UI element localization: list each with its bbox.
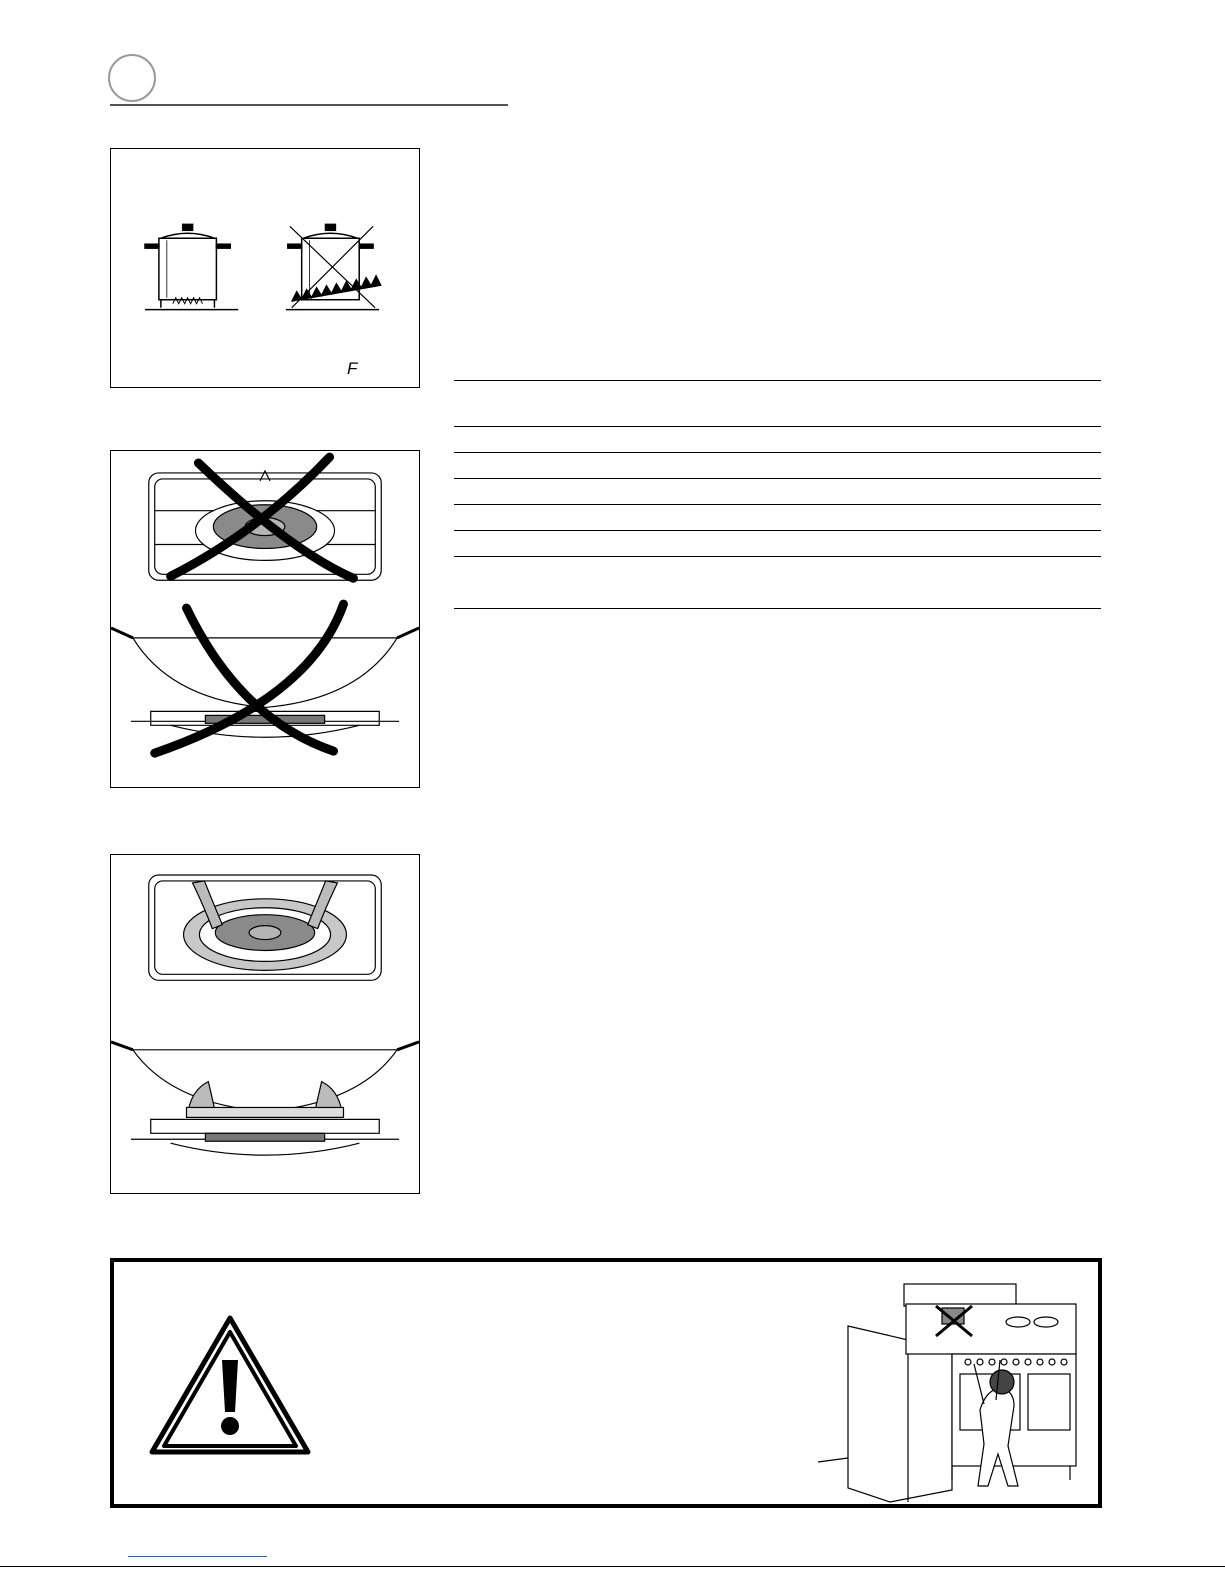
figure-wok-with-ring [110, 854, 420, 1194]
figure-wok-without-ring [110, 450, 420, 788]
footer-rule [0, 1566, 1225, 1567]
footer-link-underline [128, 1556, 267, 1557]
correct-pot-icon [145, 224, 238, 309]
table-rule [454, 452, 1101, 453]
child-reaching-cooker-icon [818, 1270, 1088, 1504]
table-rule-top [454, 380, 1101, 381]
wok-incorrect-illustration [111, 451, 419, 787]
header-divider [110, 104, 508, 106]
table-rule [454, 504, 1101, 505]
table-rule [454, 556, 1101, 557]
figure-label: F [347, 359, 358, 378]
wok-side-view-icon [111, 628, 419, 737]
table-rule [454, 426, 1101, 427]
table-rule [454, 478, 1101, 479]
table-rule-bottom [454, 608, 1101, 609]
burner-with-ring-top-view-icon [149, 875, 381, 980]
pan-size-illustration [111, 149, 419, 387]
warning-panel [110, 1258, 1102, 1508]
incorrect-pot-icon [286, 224, 381, 309]
figure-pan-size [110, 148, 420, 388]
warning-triangle-icon [148, 1314, 312, 1458]
wok-correct-illustration [111, 855, 419, 1193]
wok-on-ring-side-view-icon [111, 1042, 419, 1155]
section-marker-circle-icon [108, 54, 156, 102]
table-rule [454, 530, 1101, 531]
